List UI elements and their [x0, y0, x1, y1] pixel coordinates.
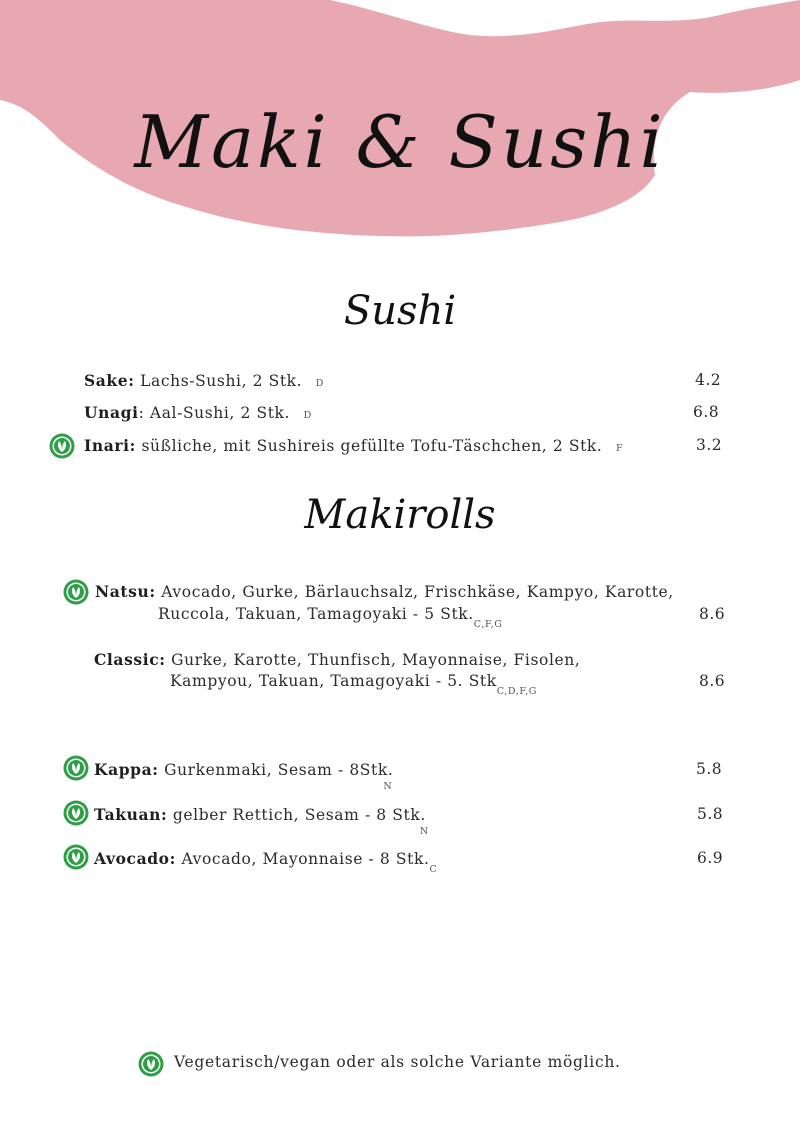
allergen-code: N [419, 826, 429, 837]
menu-item-inari [84, 436, 623, 455]
item-description-line2: Kampyou, Takuan, Tamagoyaki - 5. Stk [170, 672, 497, 690]
vegetarian-leaf-icon [63, 755, 89, 781]
allergen-code: F [615, 443, 624, 454]
vegetarian-leaf-icon [138, 1051, 164, 1077]
allergen-code: N [383, 781, 393, 792]
section-title-sushi: Sushi [343, 288, 457, 334]
item-description: Avocado, Mayonnaise - 8 Stk. [181, 850, 430, 868]
section-title-makirolls: Makirolls [304, 492, 496, 538]
item-description: Gurkenmaki, Sesam - 8Stk. [164, 761, 394, 779]
item-price: 5.8 [697, 805, 724, 823]
item-price: 8.6 [699, 605, 726, 623]
item-description: Lachs-Sushi, 2 Stk. [140, 372, 303, 390]
menu-item-sake [84, 371, 324, 390]
item-price: 6.8 [693, 403, 720, 421]
vegetarian-leaf-icon [63, 800, 89, 826]
item-description: : Aal-Sushi, 2 Stk. [138, 404, 291, 422]
menu-item-kappa [94, 760, 394, 792]
item-name: Takuan: [94, 805, 168, 824]
vegetarian-leaf-icon [63, 844, 89, 870]
item-name: Classic: [94, 650, 166, 669]
item-name: Kappa: [94, 760, 159, 779]
vegetarian-legend-note: Vegetarisch/vegan oder als solche Variante möglich. [174, 1053, 621, 1071]
item-price: 6.9 [697, 849, 724, 867]
item-price: 8.6 [699, 672, 726, 690]
item-name: Unagi [84, 403, 139, 422]
item-name: Sake: [84, 371, 135, 390]
menu-item-avocado [94, 849, 438, 875]
item-name: Natsu: [95, 582, 156, 601]
allergen-code: C [429, 864, 438, 875]
item-description-line1: Gurke, Karotte, Thunfisch, Mayonnaise, Fisolen, [171, 651, 581, 669]
menu-item-natsu [95, 582, 674, 601]
item-price: 5.8 [696, 760, 723, 778]
allergen-code: C,D,F,G [496, 686, 537, 697]
menu-item-classic-line2 [170, 672, 537, 697]
item-description-line1: Avocado, Gurke, Bärlauchsalz, Frischkäse, Kampyo, Karotte, [161, 583, 674, 601]
vegetarian-leaf-icon [49, 433, 75, 459]
item-price: 4.2 [695, 371, 722, 389]
item-description: süßliche, mit Sushireis gefüllte Tofu-Täschchen, 2 Stk. [141, 437, 603, 455]
menu-item-natsu-line2 [158, 605, 503, 630]
item-description-line2: Ruccola, Takuan, Tamagoyaki - 5 Stk. [158, 605, 474, 623]
item-name: Inari: [84, 436, 136, 455]
allergen-code: D [315, 378, 324, 389]
allergen-code: D [303, 410, 312, 421]
menu-item-classic [94, 650, 580, 669]
item-name: Avocado: [94, 849, 176, 868]
menu-item-takuan [94, 805, 429, 837]
allergen-code: C,F,G [473, 619, 503, 630]
item-price: 3.2 [696, 436, 723, 454]
vegetarian-leaf-icon [63, 579, 89, 605]
page-title: Maki & Sushi [134, 100, 666, 184]
item-description: gelber Rettich, Sesam - 8 Stk. [172, 806, 426, 824]
menu-item-unagi [84, 403, 312, 422]
